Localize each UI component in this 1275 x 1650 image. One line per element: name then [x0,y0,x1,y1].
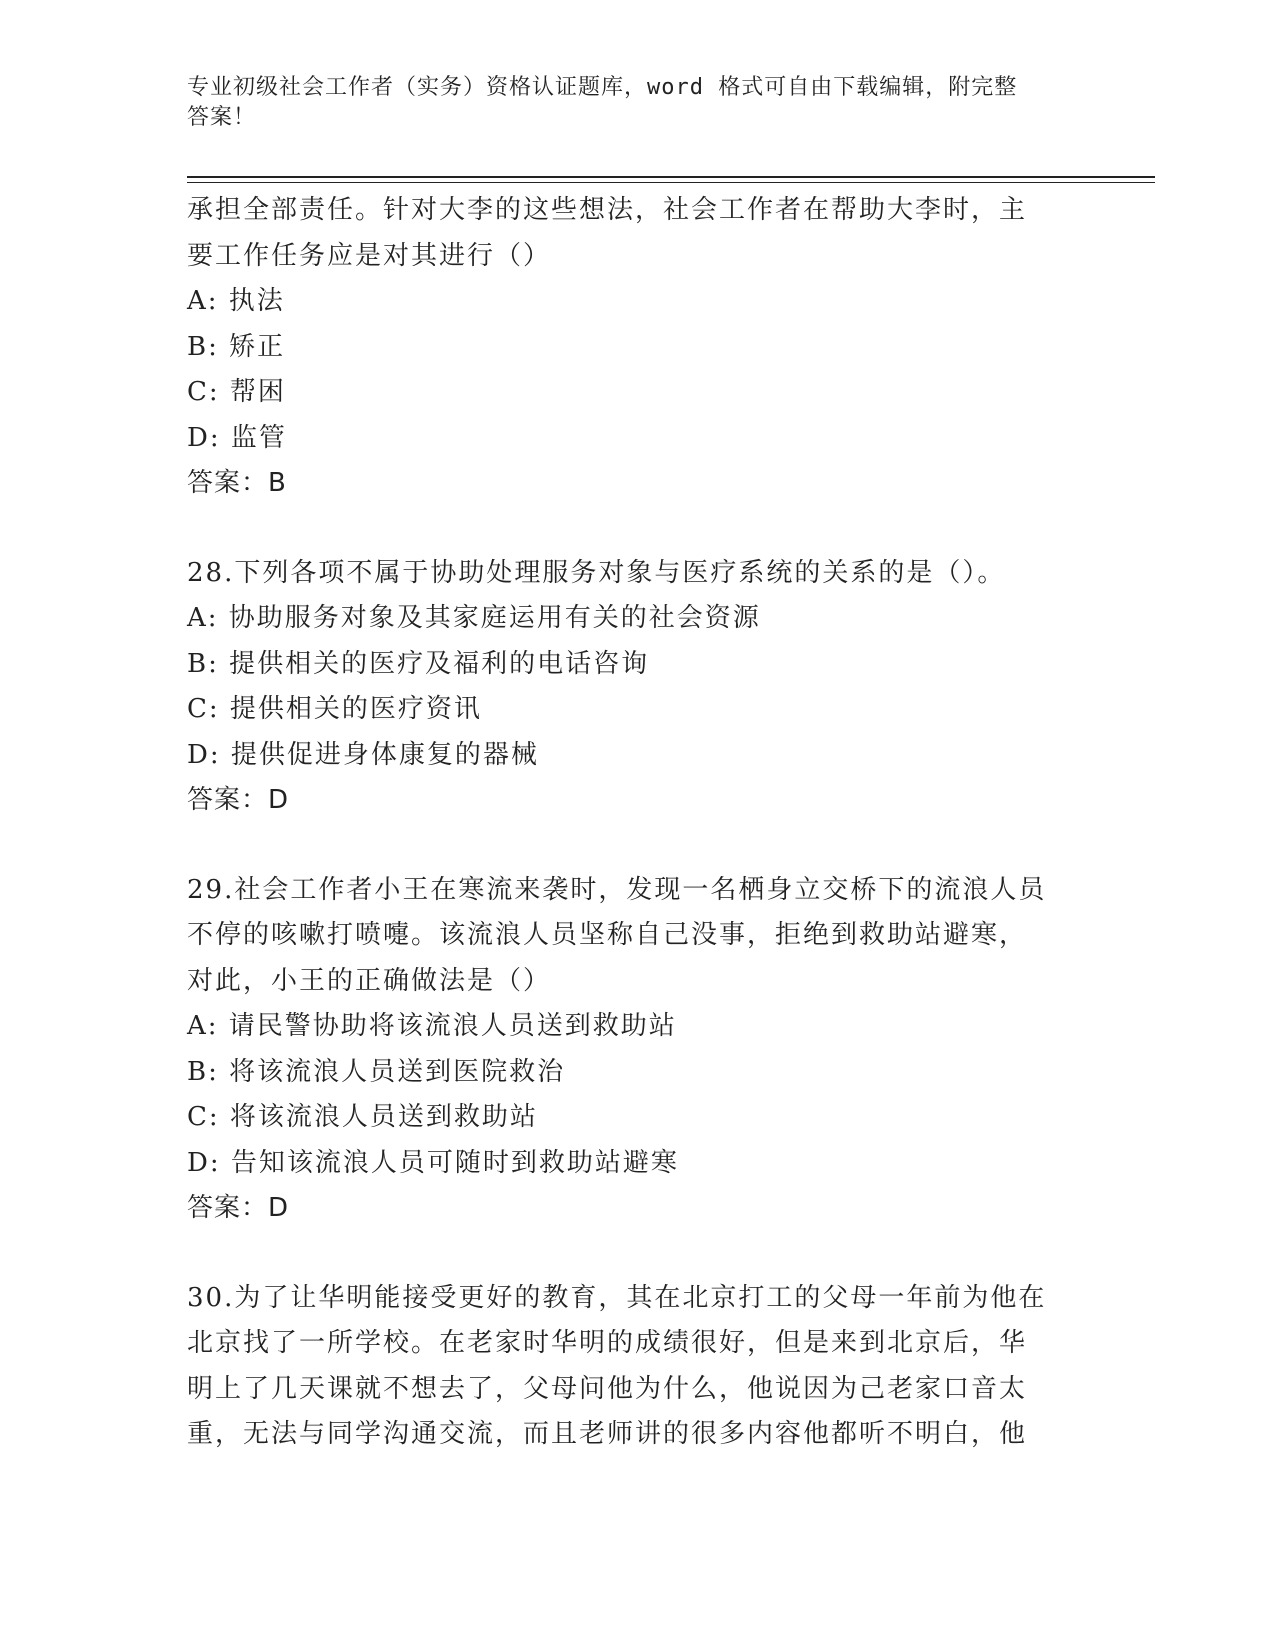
question-text-line: 不停的咳嗽打喷嚏。该流浪人员坚称自己没事，拒绝到救助站避寒， [187,920,1028,950]
option-d: D: 提供促进身体康复的器械 [187,739,539,770]
question-text-line: 承担全部责任。针对大李的这些想法，社会工作者在帮助大李时，主 [187,195,1028,225]
document-header [187,73,1067,133]
question-text-line: 要工作任务应是对其进行（） [187,240,552,271]
question-27 [187,188,1087,507]
header-divider [187,176,1155,178]
option-c: C: 帮困 [187,377,286,407]
header-line-2: 答案！ [187,105,257,130]
question-30 [187,1276,1087,1458]
header-divider-thin [187,182,1155,183]
option-c: C: 将该流浪人员送到救助站 [187,1102,538,1132]
option-c: C: 提供相关的医疗资讯 [187,694,482,724]
option-b: B: 提供相关的医疗及福利的电话咨询 [187,648,650,679]
question-text-line: 28.下列各项不属于协助处理服务对象与医疗系统的关系的是（）。 [187,557,1006,588]
question-text-line: 对此，小王的正确做法是（） [187,965,552,996]
answer: 答案：B [187,468,287,498]
option-a: A: 执法 [187,286,285,316]
question-text-line: 北京找了一所学校。在老家时华明的成绩很好，但是来到北京后，华 [187,1328,1028,1358]
question-29 [187,868,1087,1232]
option-d: D: 监管 [187,422,287,453]
question-content [187,188,1087,1458]
option-b: B: 将该流浪人员送到医院救治 [187,1056,566,1087]
option-b: B: 矫正 [187,331,286,362]
question-text-line: 重，无法与同学沟通交流，而且老师讲的很多内容他都听不明白，他 [187,1419,1028,1449]
answer: 答案：D [187,1193,290,1223]
answer: 答案：D [187,785,290,815]
question-text-line: 29.社会工作者小王在寒流来袭时，发现一名栖身立交桥下的流浪人员 [187,874,1047,905]
question-text-line: 30.为了让华明能接受更好的教育，其在北京打工的父母一年前为他在 [187,1282,1047,1313]
option-a: A: 协助服务对象及其家庭运用有关的社会资源 [187,603,761,633]
question-text-line: 明上了几天课就不想去了，父母问他为什么，他说因为己老家口音太 [187,1373,1028,1404]
option-a: A: 请民警协助将该流浪人员送到救助站 [187,1011,677,1041]
header-line-1: 专业初级社会工作者（实务）资格认证题库，word 格式可自由下载编辑，附完整 [187,75,1018,100]
option-d: D: 告知该流浪人员可随时到救助站避寒 [187,1147,679,1178]
question-28 [187,551,1087,824]
